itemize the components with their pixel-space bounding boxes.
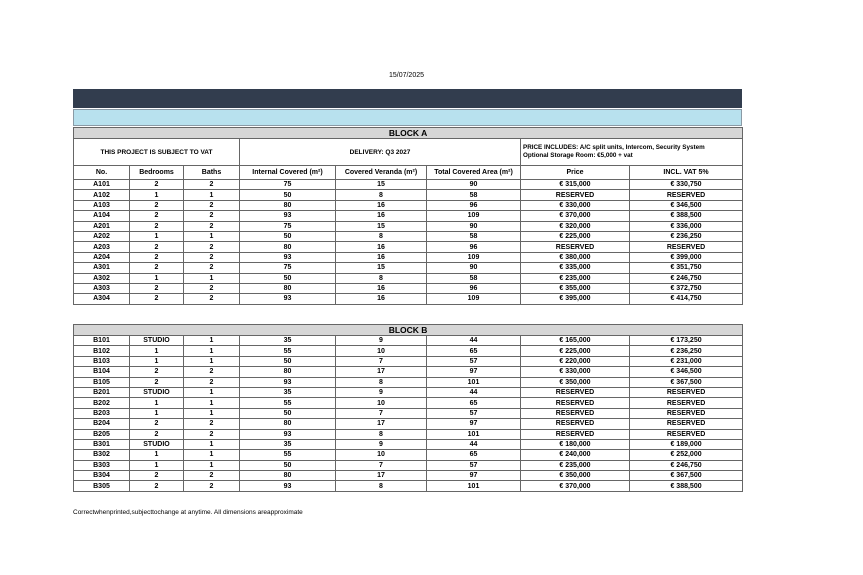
cell-internal-covered: 80 xyxy=(240,242,336,252)
cell-total-covered: 90 xyxy=(427,180,521,190)
col-header-price: Price xyxy=(521,166,630,180)
cell-baths: 2 xyxy=(184,283,240,293)
cell-incl-vat: RESERVED xyxy=(630,190,743,200)
cell-incl-vat: RESERVED xyxy=(630,408,743,418)
cell-internal-covered: 75 xyxy=(240,180,336,190)
cell-covered-veranda: 16 xyxy=(336,200,427,210)
cell-unit-no: B301 xyxy=(74,439,130,449)
table-row xyxy=(74,439,743,449)
col-header-internal: Internal Covered (m²) xyxy=(240,166,336,180)
cell-bedrooms: 2 xyxy=(130,252,184,262)
cell-internal-covered: 93 xyxy=(240,211,336,221)
cell-total-covered: 96 xyxy=(427,283,521,293)
table-row xyxy=(74,200,743,210)
block-b-table xyxy=(73,324,743,492)
column-header-row xyxy=(74,166,743,180)
cell-total-covered: 44 xyxy=(427,439,521,449)
cell-price: € 380,000 xyxy=(521,252,630,262)
cell-total-covered: 65 xyxy=(427,346,521,356)
cell-total-covered: 109 xyxy=(427,252,521,262)
cell-covered-veranda: 17 xyxy=(336,367,427,377)
table-row xyxy=(74,211,743,221)
cell-internal-covered: 55 xyxy=(240,346,336,356)
cell-bedrooms: 1 xyxy=(130,231,184,241)
cell-internal-covered: 55 xyxy=(240,450,336,460)
cell-covered-veranda: 8 xyxy=(336,273,427,283)
cell-baths: 2 xyxy=(184,211,240,221)
cell-bedrooms: 2 xyxy=(130,221,184,231)
cell-bedrooms: 2 xyxy=(130,419,184,429)
cell-total-covered: 58 xyxy=(427,190,521,200)
cell-covered-veranda: 15 xyxy=(336,263,427,273)
cell-total-covered: 65 xyxy=(427,450,521,460)
col-header-bedrooms: Bedrooms xyxy=(130,166,184,180)
cell-baths: 1 xyxy=(184,346,240,356)
table-row xyxy=(74,408,743,418)
price-includes-line1: PRICE INCLUDES: A/C split units, Intercom, Security System xyxy=(523,144,705,151)
cell-unit-no: B104 xyxy=(74,367,130,377)
cell-total-covered: 97 xyxy=(427,471,521,481)
cell-unit-no: A304 xyxy=(74,294,130,304)
delivery-date: DELIVERY: Q3 2027 xyxy=(240,139,521,166)
table-row xyxy=(74,263,743,273)
cell-price: € 335,000 xyxy=(521,263,630,273)
table-row xyxy=(74,336,743,346)
cell-total-covered: 57 xyxy=(427,408,521,418)
cell-total-covered: 58 xyxy=(427,273,521,283)
cell-covered-veranda: 9 xyxy=(336,387,427,397)
cell-incl-vat: € 246,750 xyxy=(630,273,743,283)
cell-price: € 350,000 xyxy=(521,471,630,481)
cell-price: € 320,000 xyxy=(521,221,630,231)
cell-unit-no: B303 xyxy=(74,460,130,470)
cell-covered-veranda: 17 xyxy=(336,471,427,481)
cell-internal-covered: 93 xyxy=(240,481,336,491)
cell-price: € 395,000 xyxy=(521,294,630,304)
cell-price: € 370,000 xyxy=(521,211,630,221)
cell-baths: 2 xyxy=(184,471,240,481)
cell-internal-covered: 50 xyxy=(240,408,336,418)
cell-unit-no: B105 xyxy=(74,377,130,387)
cell-incl-vat: € 367,500 xyxy=(630,471,743,481)
table-row xyxy=(74,356,743,366)
table-row xyxy=(74,367,743,377)
cell-baths: 1 xyxy=(184,439,240,449)
cell-baths: 2 xyxy=(184,200,240,210)
cell-baths: 1 xyxy=(184,190,240,200)
vat-note: THIS PROJECT IS SUBJECT TO VAT xyxy=(74,139,240,166)
cell-unit-no: A303 xyxy=(74,283,130,293)
cell-total-covered: 96 xyxy=(427,200,521,210)
cell-price: RESERVED xyxy=(521,408,630,418)
cell-total-covered: 90 xyxy=(427,221,521,231)
cell-unit-no: B101 xyxy=(74,336,130,346)
cell-covered-veranda: 9 xyxy=(336,336,427,346)
cell-baths: 2 xyxy=(184,180,240,190)
cell-internal-covered: 50 xyxy=(240,231,336,241)
cell-internal-covered: 50 xyxy=(240,460,336,470)
cell-total-covered: 109 xyxy=(427,211,521,221)
cell-total-covered: 44 xyxy=(427,336,521,346)
cell-unit-no: B203 xyxy=(74,408,130,418)
price-list-date: 15/07/2025 xyxy=(388,72,425,79)
cell-unit-no: A202 xyxy=(74,231,130,241)
cell-internal-covered: 75 xyxy=(240,263,336,273)
cell-baths: 2 xyxy=(184,294,240,304)
cell-covered-veranda: 7 xyxy=(336,356,427,366)
table-row xyxy=(74,252,743,262)
cell-bedrooms: STUDIO xyxy=(130,439,184,449)
cell-baths: 2 xyxy=(184,221,240,231)
cell-incl-vat: RESERVED xyxy=(630,398,743,408)
table-row xyxy=(74,242,743,252)
cell-covered-veranda: 7 xyxy=(336,408,427,418)
cell-bedrooms: STUDIO xyxy=(130,336,184,346)
cell-covered-veranda: 10 xyxy=(336,450,427,460)
cell-price: € 315,000 xyxy=(521,180,630,190)
cell-total-covered: 96 xyxy=(427,242,521,252)
cell-internal-covered: 80 xyxy=(240,471,336,481)
cell-unit-no: B305 xyxy=(74,481,130,491)
table-row xyxy=(74,231,743,241)
cell-bedrooms: 2 xyxy=(130,283,184,293)
cell-baths: 1 xyxy=(184,273,240,283)
cell-bedrooms: 1 xyxy=(130,356,184,366)
cell-baths: 2 xyxy=(184,419,240,429)
cell-internal-covered: 35 xyxy=(240,439,336,449)
cell-incl-vat: RESERVED xyxy=(630,419,743,429)
cell-unit-no: A103 xyxy=(74,200,130,210)
cell-unit-no: A101 xyxy=(74,180,130,190)
cell-price: € 350,000 xyxy=(521,377,630,387)
cell-incl-vat: € 189,000 xyxy=(630,439,743,449)
cell-unit-no: B205 xyxy=(74,429,130,439)
cell-unit-no: B102 xyxy=(74,346,130,356)
cell-baths: 2 xyxy=(184,481,240,491)
cell-baths: 2 xyxy=(184,429,240,439)
table-row xyxy=(74,190,743,200)
cell-incl-vat: € 236,250 xyxy=(630,231,743,241)
cell-price: RESERVED xyxy=(521,419,630,429)
cell-unit-no: B302 xyxy=(74,450,130,460)
cell-covered-veranda: 16 xyxy=(336,242,427,252)
cell-covered-veranda: 8 xyxy=(336,377,427,387)
cell-price: € 240,000 xyxy=(521,450,630,460)
table-row xyxy=(74,481,743,491)
cell-unit-no: B304 xyxy=(74,471,130,481)
cell-incl-vat: RESERVED xyxy=(630,242,743,252)
cell-internal-covered: 55 xyxy=(240,398,336,408)
cell-incl-vat: € 236,250 xyxy=(630,346,743,356)
cell-covered-veranda: 10 xyxy=(336,398,427,408)
cell-price: € 235,000 xyxy=(521,273,630,283)
cell-incl-vat: € 231,000 xyxy=(630,356,743,366)
table-row xyxy=(74,283,743,293)
cell-price: RESERVED xyxy=(521,398,630,408)
cell-bedrooms: 2 xyxy=(130,377,184,387)
table-row xyxy=(74,429,743,439)
cell-covered-veranda: 8 xyxy=(336,481,427,491)
cell-bedrooms: 2 xyxy=(130,429,184,439)
cell-baths: 2 xyxy=(184,242,240,252)
table-row xyxy=(74,460,743,470)
cell-baths: 1 xyxy=(184,356,240,366)
cell-covered-veranda: 15 xyxy=(336,180,427,190)
cell-incl-vat: € 399,000 xyxy=(630,252,743,262)
cell-total-covered: 101 xyxy=(427,377,521,387)
cell-incl-vat: € 351,750 xyxy=(630,263,743,273)
table-row xyxy=(74,419,743,429)
footer-note: Correctwhenprinted,subjecttochange at anytime. All dimensions areapproximate xyxy=(73,509,303,516)
cell-incl-vat: € 388,500 xyxy=(630,481,743,491)
cell-unit-no: B201 xyxy=(74,387,130,397)
cell-internal-covered: 50 xyxy=(240,190,336,200)
table-row xyxy=(74,346,743,356)
table-row xyxy=(74,387,743,397)
cell-bedrooms: 2 xyxy=(130,242,184,252)
cell-incl-vat: € 414,750 xyxy=(630,294,743,304)
cell-price: € 225,000 xyxy=(521,231,630,241)
cell-baths: 1 xyxy=(184,450,240,460)
cell-incl-vat: € 246,750 xyxy=(630,460,743,470)
cell-baths: 2 xyxy=(184,377,240,387)
cell-covered-veranda: 17 xyxy=(336,419,427,429)
cell-bedrooms: 1 xyxy=(130,273,184,283)
table-row xyxy=(74,221,743,231)
cell-bedrooms: 1 xyxy=(130,190,184,200)
cell-baths: 2 xyxy=(184,367,240,377)
cell-incl-vat: RESERVED xyxy=(630,429,743,439)
cell-bedrooms: 2 xyxy=(130,263,184,273)
cell-price: € 180,000 xyxy=(521,439,630,449)
price-includes-line2: Optional Storage Room: €5,000 + vat xyxy=(523,152,633,159)
cell-incl-vat: € 367,500 xyxy=(630,377,743,387)
cell-covered-veranda: 10 xyxy=(336,346,427,356)
block-a-title: BLOCK A xyxy=(74,128,743,139)
cell-incl-vat: € 336,000 xyxy=(630,221,743,231)
col-header-total: Total Covered Area (m²) xyxy=(427,166,521,180)
cell-total-covered: 97 xyxy=(427,367,521,377)
cell-total-covered: 101 xyxy=(427,481,521,491)
cell-bedrooms: 1 xyxy=(130,398,184,408)
cell-incl-vat: RESERVED xyxy=(630,387,743,397)
cell-baths: 1 xyxy=(184,387,240,397)
cell-unit-no: A102 xyxy=(74,190,130,200)
col-header-veranda: Covered Veranda (m²) xyxy=(336,166,427,180)
cell-baths: 1 xyxy=(184,398,240,408)
cell-unit-no: A203 xyxy=(74,242,130,252)
cell-total-covered: 44 xyxy=(427,387,521,397)
cell-bedrooms: 1 xyxy=(130,346,184,356)
table-row xyxy=(74,398,743,408)
cell-covered-veranda: 16 xyxy=(336,211,427,221)
cell-bedrooms: 1 xyxy=(130,450,184,460)
cell-internal-covered: 93 xyxy=(240,377,336,387)
cell-incl-vat: € 346,500 xyxy=(630,367,743,377)
cell-covered-veranda: 16 xyxy=(336,294,427,304)
table-row xyxy=(74,180,743,190)
cell-total-covered: 90 xyxy=(427,263,521,273)
cell-unit-no: A204 xyxy=(74,252,130,262)
col-header-no: No. xyxy=(74,166,130,180)
cell-covered-veranda: 9 xyxy=(336,439,427,449)
cell-unit-no: A104 xyxy=(74,211,130,221)
cell-price: € 330,000 xyxy=(521,200,630,210)
col-header-baths: Baths xyxy=(184,166,240,180)
cell-total-covered: 97 xyxy=(427,419,521,429)
cell-price: RESERVED xyxy=(521,190,630,200)
cell-unit-no: A301 xyxy=(74,263,130,273)
cell-incl-vat: € 252,000 xyxy=(630,450,743,460)
cell-baths: 2 xyxy=(184,252,240,262)
cell-baths: 1 xyxy=(184,460,240,470)
cell-total-covered: 101 xyxy=(427,429,521,439)
cell-price: € 330,000 xyxy=(521,367,630,377)
table-row xyxy=(74,471,743,481)
cell-bedrooms: STUDIO xyxy=(130,387,184,397)
cell-unit-no: A201 xyxy=(74,221,130,231)
cell-internal-covered: 35 xyxy=(240,336,336,346)
cell-total-covered: 58 xyxy=(427,231,521,241)
cell-covered-veranda: 15 xyxy=(336,221,427,231)
cell-internal-covered: 80 xyxy=(240,367,336,377)
cell-price: RESERVED xyxy=(521,242,630,252)
cell-internal-covered: 93 xyxy=(240,429,336,439)
cell-price: € 165,000 xyxy=(521,336,630,346)
table-row xyxy=(74,294,743,304)
cell-price: RESERVED xyxy=(521,429,630,439)
cell-incl-vat: € 330,750 xyxy=(630,180,743,190)
cell-total-covered: 109 xyxy=(427,294,521,304)
cell-bedrooms: 1 xyxy=(130,460,184,470)
cell-total-covered: 57 xyxy=(427,460,521,470)
cell-internal-covered: 93 xyxy=(240,294,336,304)
cell-price: € 355,000 xyxy=(521,283,630,293)
cell-incl-vat: € 388,500 xyxy=(630,211,743,221)
table-row xyxy=(74,273,743,283)
cell-covered-veranda: 8 xyxy=(336,231,427,241)
cell-bedrooms: 2 xyxy=(130,200,184,210)
block-b-title: BLOCK B xyxy=(74,325,743,336)
cell-internal-covered: 50 xyxy=(240,273,336,283)
cell-unit-no: B204 xyxy=(74,419,130,429)
cell-bedrooms: 2 xyxy=(130,367,184,377)
cell-internal-covered: 93 xyxy=(240,252,336,262)
cell-unit-no: A302 xyxy=(74,273,130,283)
price-includes xyxy=(521,139,743,166)
cell-price: € 220,000 xyxy=(521,356,630,366)
cell-unit-no: B202 xyxy=(74,398,130,408)
block-a-table xyxy=(73,127,743,305)
cell-incl-vat: € 346,500 xyxy=(630,200,743,210)
cell-incl-vat: € 173,250 xyxy=(630,336,743,346)
cell-internal-covered: 35 xyxy=(240,387,336,397)
cell-internal-covered: 50 xyxy=(240,356,336,366)
cell-bedrooms: 2 xyxy=(130,294,184,304)
cell-total-covered: 65 xyxy=(427,398,521,408)
cell-internal-covered: 80 xyxy=(240,200,336,210)
col-header-incl-vat: INCL. VAT 5% xyxy=(630,166,743,180)
table-row xyxy=(74,377,743,387)
header-banner-dark xyxy=(73,89,742,108)
cell-bedrooms: 2 xyxy=(130,180,184,190)
cell-bedrooms: 2 xyxy=(130,211,184,221)
cell-baths: 1 xyxy=(184,408,240,418)
cell-incl-vat: € 372,750 xyxy=(630,283,743,293)
cell-baths: 2 xyxy=(184,263,240,273)
cell-unit-no: B103 xyxy=(74,356,130,366)
table-row xyxy=(74,450,743,460)
cell-price: € 235,000 xyxy=(521,460,630,470)
cell-price: RESERVED xyxy=(521,387,630,397)
cell-internal-covered: 80 xyxy=(240,283,336,293)
cell-bedrooms: 2 xyxy=(130,471,184,481)
cell-covered-veranda: 8 xyxy=(336,190,427,200)
cell-internal-covered: 80 xyxy=(240,419,336,429)
cell-internal-covered: 75 xyxy=(240,221,336,231)
cell-baths: 1 xyxy=(184,231,240,241)
cell-covered-veranda: 8 xyxy=(336,429,427,439)
cell-covered-veranda: 16 xyxy=(336,283,427,293)
cell-total-covered: 57 xyxy=(427,356,521,366)
cell-covered-veranda: 7 xyxy=(336,460,427,470)
cell-price: € 225,000 xyxy=(521,346,630,356)
cell-baths: 1 xyxy=(184,336,240,346)
cell-covered-veranda: 16 xyxy=(336,252,427,262)
cell-bedrooms: 2 xyxy=(130,481,184,491)
header-banner-light xyxy=(73,109,742,126)
cell-price: € 370,000 xyxy=(521,481,630,491)
cell-bedrooms: 1 xyxy=(130,408,184,418)
